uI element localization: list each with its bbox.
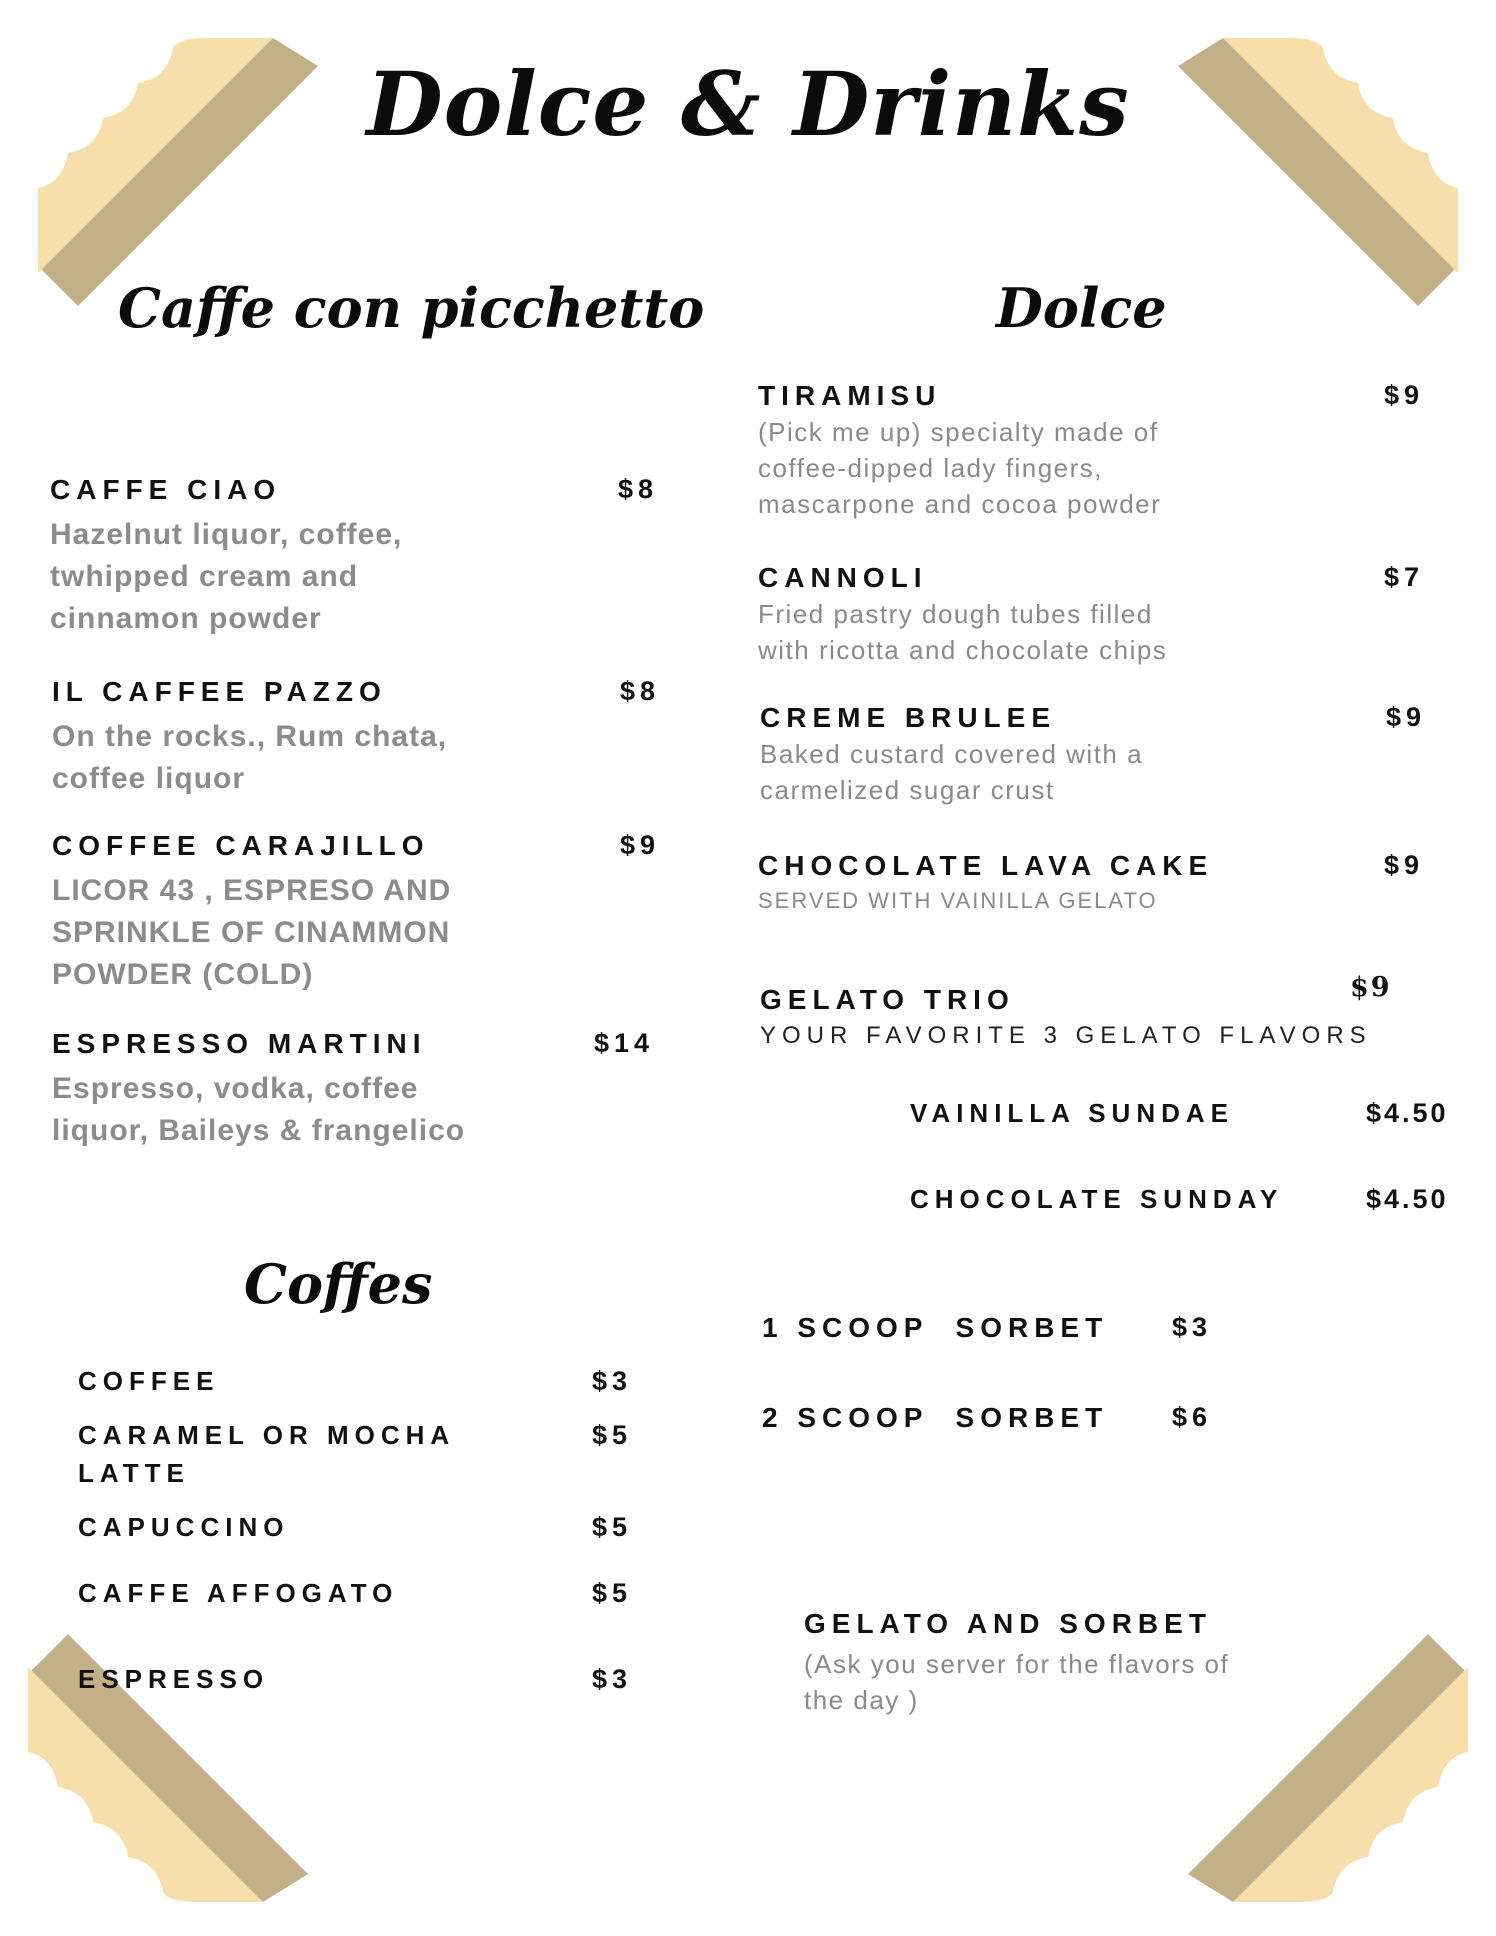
item-price: $9 <box>1384 380 1425 410</box>
item-description: YOUR FAVORITE 3 GELATO FLAVORS <box>760 1022 1372 1049</box>
sundae-name: CHOCOLATE SUNDAY <box>910 1184 1284 1214</box>
section-title-caffe: Caffe con picchetto <box>118 276 705 340</box>
item-name: CHOCOLATE LAVA CAKE <box>758 850 1214 881</box>
corner-decoration-bottom-left <box>28 1612 318 1902</box>
item-price: $8 <box>618 474 659 504</box>
item-description: On the rocks., Rum chata, coffee liquor <box>52 720 448 795</box>
item-price: $14 <box>594 1028 655 1058</box>
item-price: $9 <box>1384 850 1425 880</box>
item-price: $3 <box>592 1366 633 1396</box>
item-price: $9 <box>1350 972 1392 1003</box>
item-name: ESPRESSO MARTINI <box>52 1028 427 1059</box>
item-description: (Pick me up) specialty made of coffee-dipped lady fingers, mascarpone and cocoa powder <box>758 417 1162 519</box>
item-name: CARAMEL OR MOCHA <box>78 1420 456 1450</box>
item-description: SERVED WITH VAINILLA GELATO <box>758 888 1158 913</box>
sundae-name: VAINILLA SUNDAE <box>910 1098 1234 1128</box>
item-name: CREME BRULEE <box>760 702 1057 733</box>
item-description: Hazelnut liquor, coffee, twhipped cream and cinnamon powder <box>50 518 403 635</box>
item-price: $7 <box>1384 562 1425 592</box>
item-name: COFFEE CARAJILLO <box>52 830 430 861</box>
gelato-sorbet-name: GELATO AND SORBET <box>804 1608 1212 1639</box>
item-name: CAFFE AFFOGATO <box>78 1578 399 1608</box>
sorbet-name: 1 SCOOP SORBET <box>762 1312 1109 1343</box>
item-description: LICOR 43 , ESPRESO AND SPRINKLE OF CINAMMON POWDER (COLD) <box>52 874 452 991</box>
item-price: $5 <box>592 1420 633 1450</box>
item-description: Espresso, vodka, coffee liquor, Baileys & frangelico <box>52 1072 466 1147</box>
sorbet-name: 2 SCOOP SORBET <box>762 1402 1109 1433</box>
menu-title: Dolce & Drinks <box>366 52 1130 156</box>
sundae-price: $4.50 <box>1366 1098 1449 1128</box>
item-description: Baked custard covered with a carmelized sugar crust <box>760 739 1144 805</box>
item-name-continued: LATTE <box>78 1458 190 1488</box>
item-description: Fried pastry dough tubes filled with ricotta and chocolate chips <box>758 599 1168 665</box>
item-name: CAFFE CIAO <box>50 474 282 505</box>
sorbet-price: $6 <box>1172 1402 1213 1432</box>
sorbet-price: $3 <box>1172 1312 1213 1342</box>
item-name: CANNOLI <box>758 562 928 593</box>
section-title-coffes: Coffes <box>244 1252 433 1316</box>
section-title-dolce: Dolce <box>996 276 1167 340</box>
sundae-price: $4.50 <box>1366 1184 1449 1214</box>
item-name: IL CAFFEE PAZZO <box>52 676 387 707</box>
item-price: $8 <box>620 676 661 706</box>
gelato-sorbet-description: (Ask you server for the flavors of the day ) <box>804 1649 1230 1715</box>
item-price: $5 <box>592 1578 633 1608</box>
item-name: CAPUCCINO <box>78 1512 290 1542</box>
item-price: $3 <box>592 1664 633 1694</box>
item-price: $9 <box>1386 702 1427 732</box>
item-name: TIRAMISU <box>758 380 942 411</box>
item-name: GELATO TRIO <box>760 984 1015 1015</box>
item-name: COFFEE <box>78 1366 220 1396</box>
item-price: $5 <box>592 1512 633 1542</box>
item-price: $9 <box>620 830 661 860</box>
item-name: ESPRESSO <box>78 1664 270 1694</box>
